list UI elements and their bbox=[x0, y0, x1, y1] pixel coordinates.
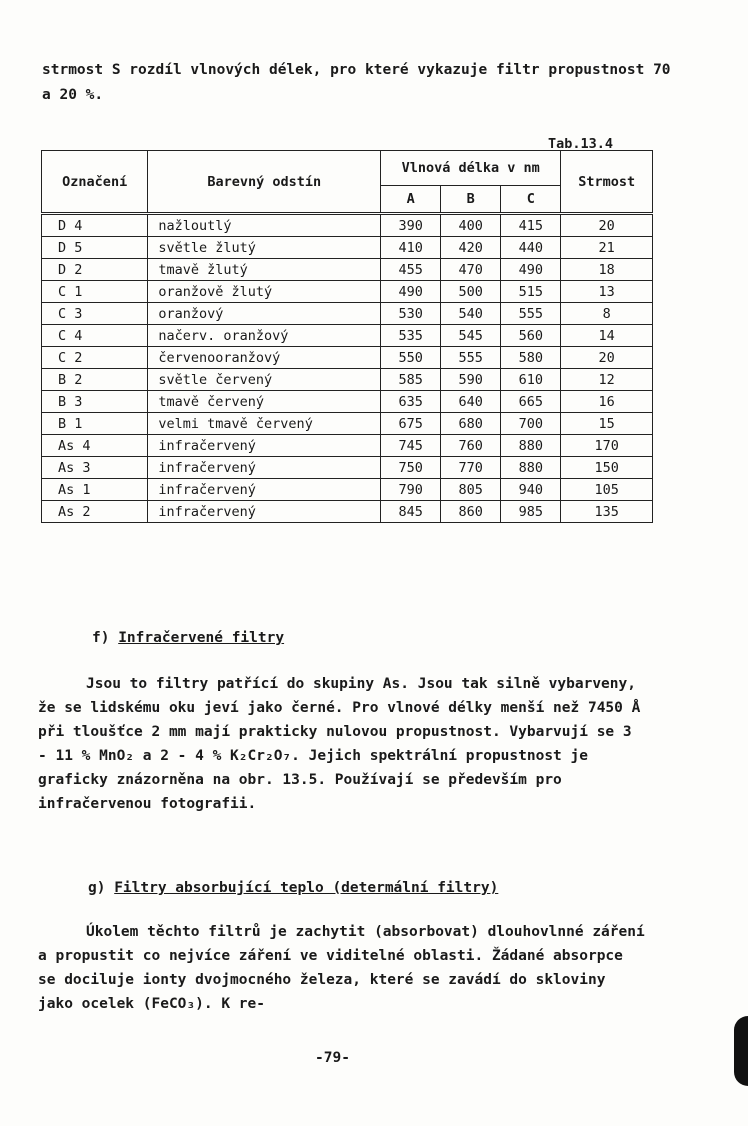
section-f-body: Jsou to filtry patřící do skupiny As. Jsou tak silně vybarveny, že se lidskému oku jeví jako černé. Pro vlnové délky menší než 7450 Å při tloušťce 2 mm mají prakticky nulovou propustnost. Vybarvují se 3 - 11 % MnO₂ a 2 - 4 % K₂Cr₂O₇. Jejich spektrální propustnost je graficky znázorněna na obr. 13.5. Používají se především pro infračervenou fotografii. bbox=[38, 676, 641, 812]
cell-a: 745 bbox=[381, 435, 441, 457]
cell-steepness: 8 bbox=[561, 303, 653, 325]
cell-steepness: 20 bbox=[561, 347, 653, 369]
cell-c: 880 bbox=[501, 457, 561, 479]
cell-code: C 2 bbox=[42, 347, 148, 369]
cell-c: 610 bbox=[501, 369, 561, 391]
cell-b: 470 bbox=[441, 259, 501, 281]
cell-b: 860 bbox=[441, 501, 501, 523]
cell-b: 540 bbox=[441, 303, 501, 325]
cell-a: 790 bbox=[381, 479, 441, 501]
cell-b: 805 bbox=[441, 479, 501, 501]
header-c: C bbox=[501, 186, 561, 214]
table-row bbox=[42, 413, 653, 435]
table-row bbox=[42, 391, 653, 413]
cell-b: 680 bbox=[441, 413, 501, 435]
cell-a: 490 bbox=[381, 281, 441, 303]
table-row bbox=[42, 325, 653, 347]
cell-steepness: 16 bbox=[561, 391, 653, 413]
cell-c: 515 bbox=[501, 281, 561, 303]
table-row bbox=[42, 214, 653, 237]
cell-a: 410 bbox=[381, 237, 441, 259]
cell-c: 580 bbox=[501, 347, 561, 369]
header-steepness: Strmost bbox=[561, 151, 653, 214]
table-row bbox=[42, 303, 653, 325]
table-row bbox=[42, 281, 653, 303]
cell-b: 640 bbox=[441, 391, 501, 413]
section-g-body: Úkolem těchto filtrů je zachytit (absorbovat) dlouhovlnné záření a propustit co nejvíce záření ve viditelné oblasti. Žádané absorpce se dociluje ionty dvojmocného železa, které se zavádí do skloviny jako ocelek (FeCO₃). K re- bbox=[38, 924, 645, 1012]
cell-code: C 3 bbox=[42, 303, 148, 325]
cell-steepness: 20 bbox=[561, 214, 653, 237]
cell-b: 590 bbox=[441, 369, 501, 391]
table-row bbox=[42, 457, 653, 479]
cell-a: 750 bbox=[381, 457, 441, 479]
cell-b: 770 bbox=[441, 457, 501, 479]
cell-code: As 1 bbox=[42, 479, 148, 501]
cell-shade: tmavě žlutý bbox=[148, 259, 381, 281]
cell-shade: velmi tmavě červený bbox=[148, 413, 381, 435]
cell-shade: načerv. oranžový bbox=[148, 325, 381, 347]
cell-shade: infračervený bbox=[148, 457, 381, 479]
cell-b: 555 bbox=[441, 347, 501, 369]
cell-b: 760 bbox=[441, 435, 501, 457]
table-row bbox=[42, 259, 653, 281]
cell-shade: infračervený bbox=[148, 479, 381, 501]
section-f-title: Infračervené filtry bbox=[118, 630, 285, 646]
section-f-marker: f) bbox=[92, 630, 110, 646]
cell-b: 400 bbox=[441, 214, 501, 237]
cell-code: C 4 bbox=[42, 325, 148, 347]
section-f-heading bbox=[92, 630, 284, 646]
cell-code: B 2 bbox=[42, 369, 148, 391]
cell-code: As 3 bbox=[42, 457, 148, 479]
table-row bbox=[42, 435, 653, 457]
cell-code: B 1 bbox=[42, 413, 148, 435]
cell-steepness: 12 bbox=[561, 369, 653, 391]
section-g-heading bbox=[88, 880, 498, 896]
cell-shade: světle červený bbox=[148, 369, 381, 391]
filter-table bbox=[41, 150, 653, 523]
cell-c: 560 bbox=[501, 325, 561, 347]
cell-b: 500 bbox=[441, 281, 501, 303]
cell-c: 415 bbox=[501, 214, 561, 237]
cell-code: D 4 bbox=[42, 214, 148, 237]
cell-steepness: 14 bbox=[561, 325, 653, 347]
cell-a: 535 bbox=[381, 325, 441, 347]
cell-c: 555 bbox=[501, 303, 561, 325]
table-reference: Tab.13.4 bbox=[548, 136, 614, 152]
cell-steepness: 21 bbox=[561, 237, 653, 259]
cell-c: 490 bbox=[501, 259, 561, 281]
cell-c: 700 bbox=[501, 413, 561, 435]
section-g-title: Filtry absorbující teplo (determální filtry) bbox=[114, 880, 499, 896]
cell-code: D 2 bbox=[42, 259, 148, 281]
cell-steepness: 170 bbox=[561, 435, 653, 457]
cell-a: 390 bbox=[381, 214, 441, 237]
table-row bbox=[42, 479, 653, 501]
cell-shade: infračervený bbox=[148, 435, 381, 457]
cell-code: D 5 bbox=[42, 237, 148, 259]
cell-code: B 3 bbox=[42, 391, 148, 413]
cell-shade: infračervený bbox=[148, 501, 381, 523]
section-g-marker: g) bbox=[88, 880, 106, 896]
cell-a: 585 bbox=[381, 369, 441, 391]
cell-steepness: 135 bbox=[561, 501, 653, 523]
cell-shade: tmavě červený bbox=[148, 391, 381, 413]
cell-code: C 1 bbox=[42, 281, 148, 303]
cell-a: 550 bbox=[381, 347, 441, 369]
cell-a: 455 bbox=[381, 259, 441, 281]
cell-steepness: 150 bbox=[561, 457, 653, 479]
cell-steepness: 15 bbox=[561, 413, 653, 435]
cell-shade: červenooranžový bbox=[148, 347, 381, 369]
cell-steepness: 18 bbox=[561, 259, 653, 281]
cell-a: 635 bbox=[381, 391, 441, 413]
cell-shade: světle žlutý bbox=[148, 237, 381, 259]
cell-a: 845 bbox=[381, 501, 441, 523]
header-b: B bbox=[441, 186, 501, 214]
table-row bbox=[42, 237, 653, 259]
cell-steepness: 105 bbox=[561, 479, 653, 501]
cell-b: 420 bbox=[441, 237, 501, 259]
cell-c: 880 bbox=[501, 435, 561, 457]
cell-shade: oranžový bbox=[148, 303, 381, 325]
cell-shade: nažloutlý bbox=[148, 214, 381, 237]
header-shade: Barevný odstín bbox=[148, 151, 381, 214]
cell-code: As 4 bbox=[42, 435, 148, 457]
cell-b: 545 bbox=[441, 325, 501, 347]
header-code: Označení bbox=[42, 151, 148, 214]
cell-steepness: 13 bbox=[561, 281, 653, 303]
cell-shade: oranžově žlutý bbox=[148, 281, 381, 303]
table-row bbox=[42, 347, 653, 369]
header-wavelength: Vlnová délka v nm bbox=[381, 151, 561, 186]
cell-a: 675 bbox=[381, 413, 441, 435]
header-a: A bbox=[381, 186, 441, 214]
table-row bbox=[42, 501, 653, 523]
cell-c: 665 bbox=[501, 391, 561, 413]
cell-c: 940 bbox=[501, 479, 561, 501]
scan-edge-mark bbox=[734, 1016, 748, 1086]
cell-code: As 2 bbox=[42, 501, 148, 523]
cell-a: 530 bbox=[381, 303, 441, 325]
intro-text: strmost S rozdíl vlnových délek, pro které vykazuje filtr propustnost 70 a 20 %. bbox=[42, 62, 671, 103]
cell-c: 985 bbox=[501, 501, 561, 523]
page-number: -79- bbox=[315, 1050, 350, 1066]
table-row bbox=[42, 369, 653, 391]
cell-c: 440 bbox=[501, 237, 561, 259]
